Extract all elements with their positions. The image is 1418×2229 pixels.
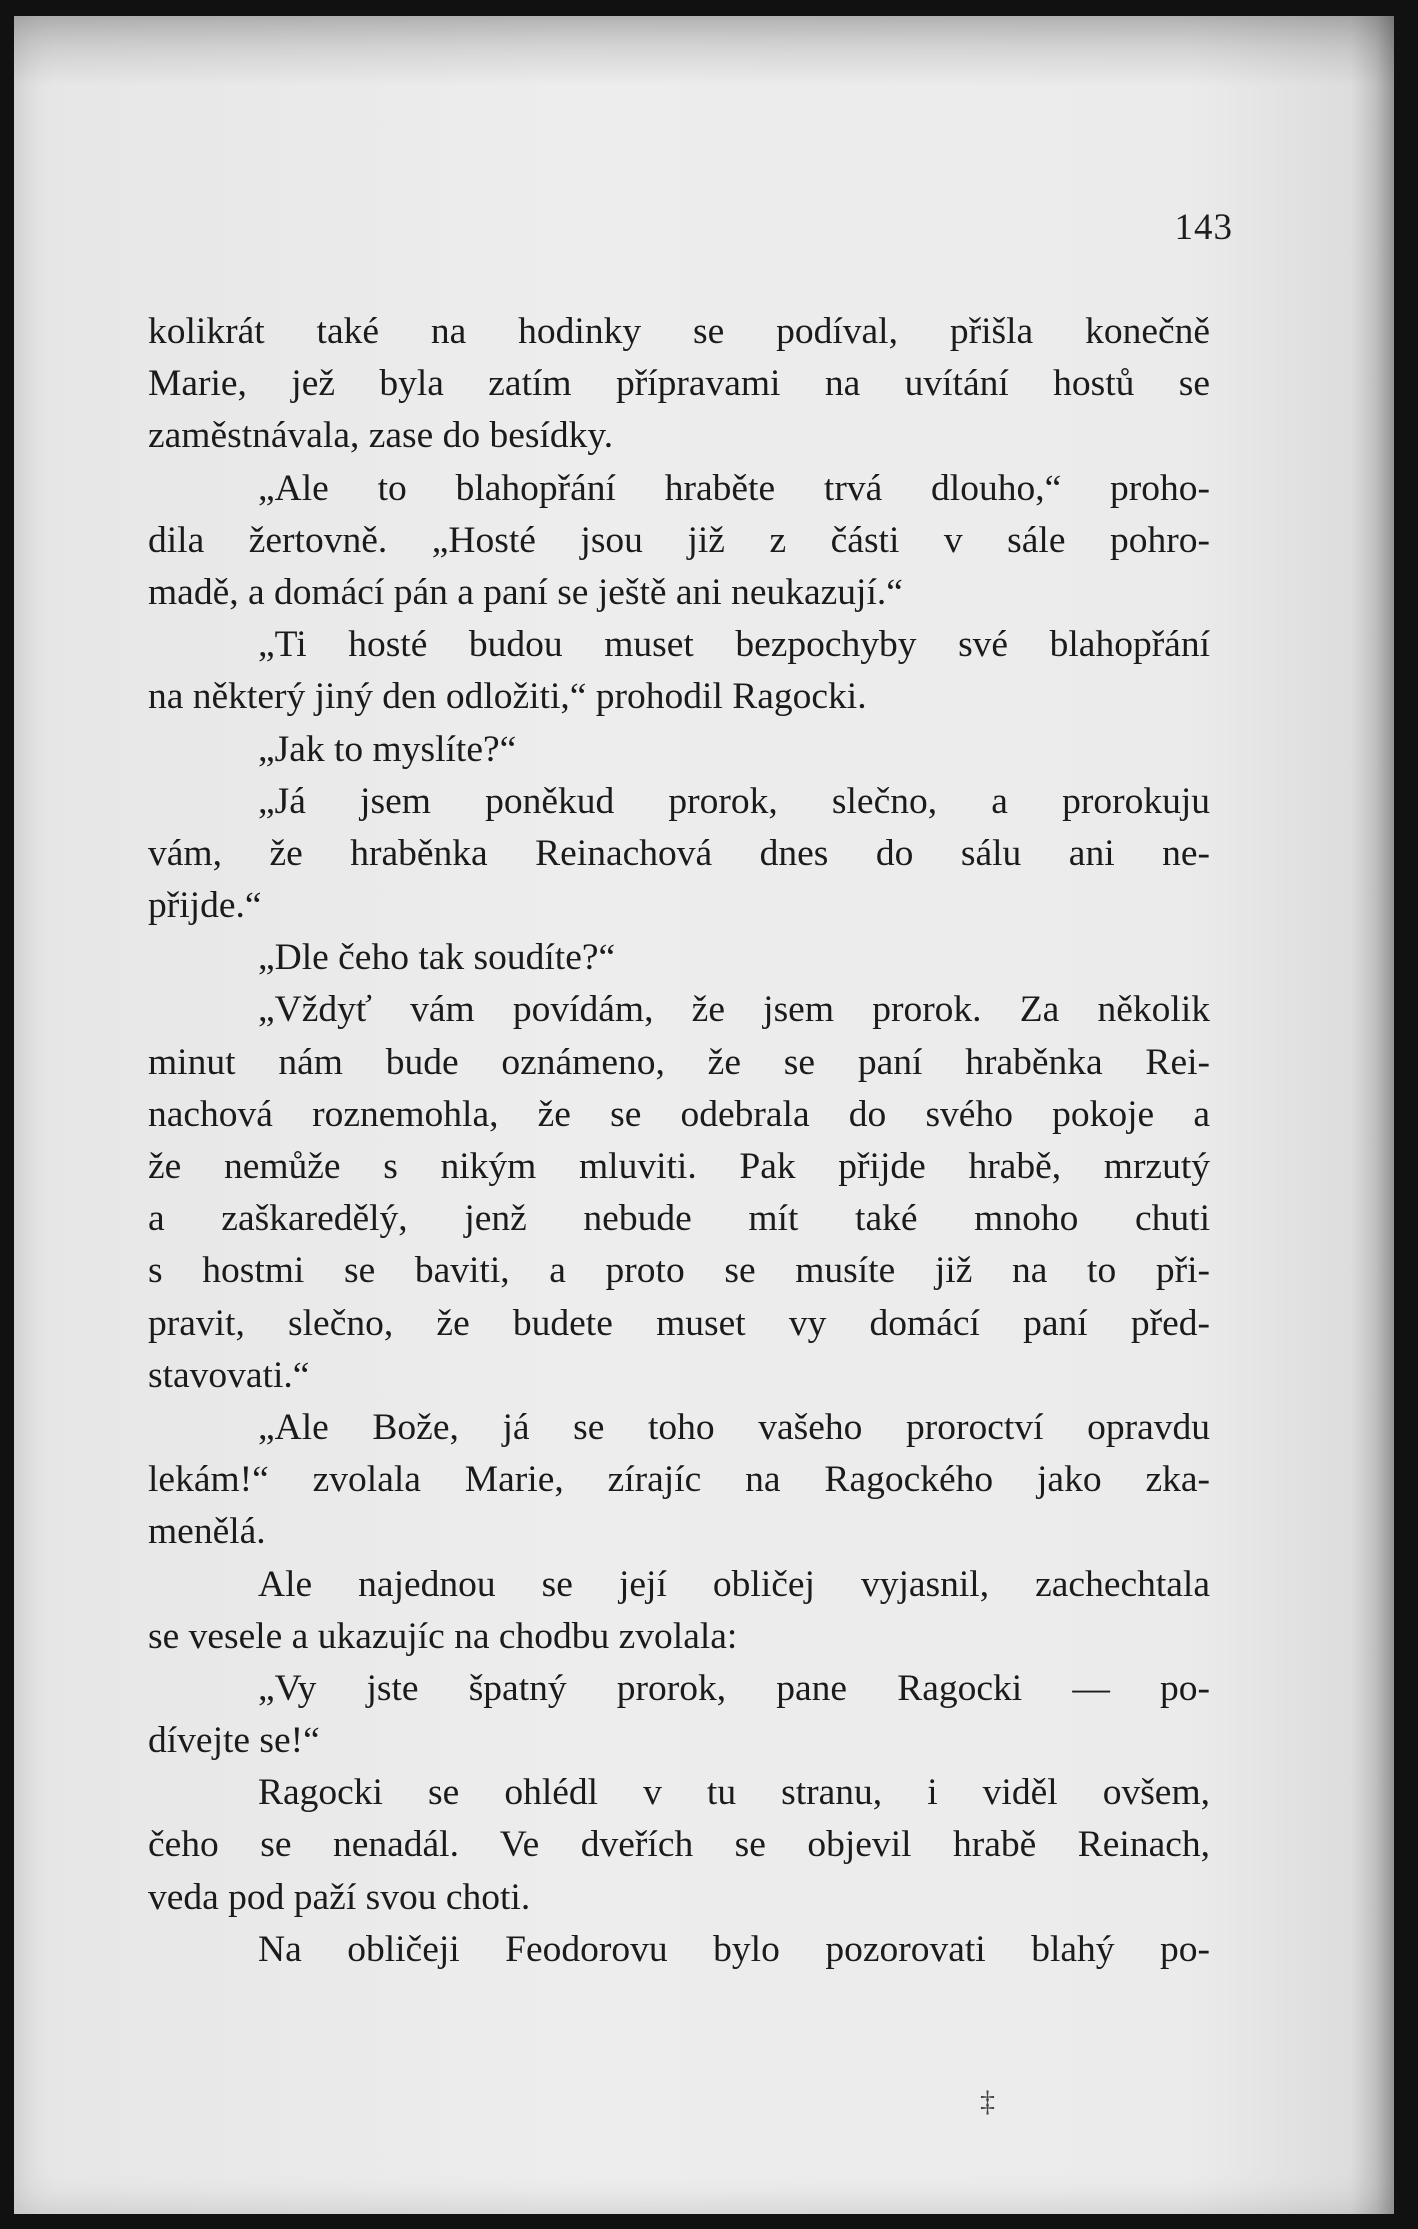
text-line: kolikrát také na hodinky se podíval, přišla konečně <box>148 311 1210 352</box>
text-line: lekám!“ zvolala Marie, zírajíc na Ragockého jako zka- <box>148 1459 1210 1501</box>
text-line: veda pod paží svou choti. <box>148 1876 531 1918</box>
text-line: „Ti hosté budou muset bezpochyby své blahopřání <box>258 624 1210 666</box>
text-line: „Ale to blahopřání hraběte trvá dlouho,“ proho- <box>258 467 1210 509</box>
text-line: že nemůže s nikým mluviti. Pak přijde hrabě, mrzutý <box>148 1146 1210 1187</box>
text-line: dila žertovně. „Hosté jsou již z části v sále pohro- <box>148 519 1210 561</box>
text-line: „Jak to myslíte?“ <box>258 728 517 770</box>
page-right-shadow <box>1350 16 1394 2214</box>
page-top-shadow <box>14 16 1394 86</box>
text-line: „Vždyť vám povídám, že jsem prorok. Za několik <box>258 989 1210 1031</box>
text-line: čeho se nenadál. Ve dveřích se objevil hrabě Reinach, <box>148 1824 1210 1866</box>
text-line: Ale najednou se její obličej vyjasnil, zachechtala <box>258 1563 1210 1605</box>
text-line: „Dle čeho tak soudíte?“ <box>258 937 616 979</box>
text-line: menělá. <box>148 1511 266 1553</box>
text-line: Na obličeji Feodorovu bylo pozorovati blahý po- <box>258 1928 1210 1970</box>
text-line: minut nám bude oznámeno, že se paní hraběnka Rei- <box>148 1041 1210 1083</box>
text-line: „Já jsem poněkud prorok, slečno, a prorokuju <box>258 780 1210 822</box>
text-line: Ragocki se ohlédl v tu stranu, i viděl ovšem, <box>258 1772 1210 1814</box>
text-line: přijde.“ <box>148 885 262 927</box>
text-line: stavovati.“ <box>148 1354 310 1396</box>
text-line: a zaškaredělý, jenž nebude mít také mnoho chuti <box>148 1198 1210 1240</box>
text-line: s hostmi se baviti, a proto se musíte již na to při- <box>148 1250 1210 1292</box>
text-line: madě, a domácí pán a paní se ještě ani neukazují.“ <box>148 571 903 613</box>
text-line: „Ale Bože, já se toho vašeho proroctví opravdu <box>258 1406 1210 1448</box>
text-line: se vesele a ukazujíc na chodbu zvolala: <box>148 1615 738 1657</box>
page-number: 143 <box>1174 207 1233 248</box>
text-line: pravit, slečno, že budete muset vy domácí paní před- <box>148 1302 1210 1344</box>
text-line: Marie, jež byla zatím přípravami na uvítání hostů se <box>148 363 1210 405</box>
text-line: vám, že hraběnka Reinachová dnes do sálu ani ne- <box>148 832 1210 874</box>
body-text <box>148 306 1210 1976</box>
text-line: zaměstnávala, zase do besídky. <box>148 415 614 457</box>
text-line: dívejte se!“ <box>148 1720 320 1762</box>
text-line: na některý jiný den odložiti,“ prohodil Ragocki. <box>148 676 867 718</box>
text-line: „Vy jste špatný prorok, pane Ragocki — po- <box>258 1667 1210 1709</box>
text-line: nachová roznemohla, že se odebrala do svého pokoje a <box>148 1093 1210 1135</box>
ink-speck: ‡ <box>980 2085 995 2118</box>
